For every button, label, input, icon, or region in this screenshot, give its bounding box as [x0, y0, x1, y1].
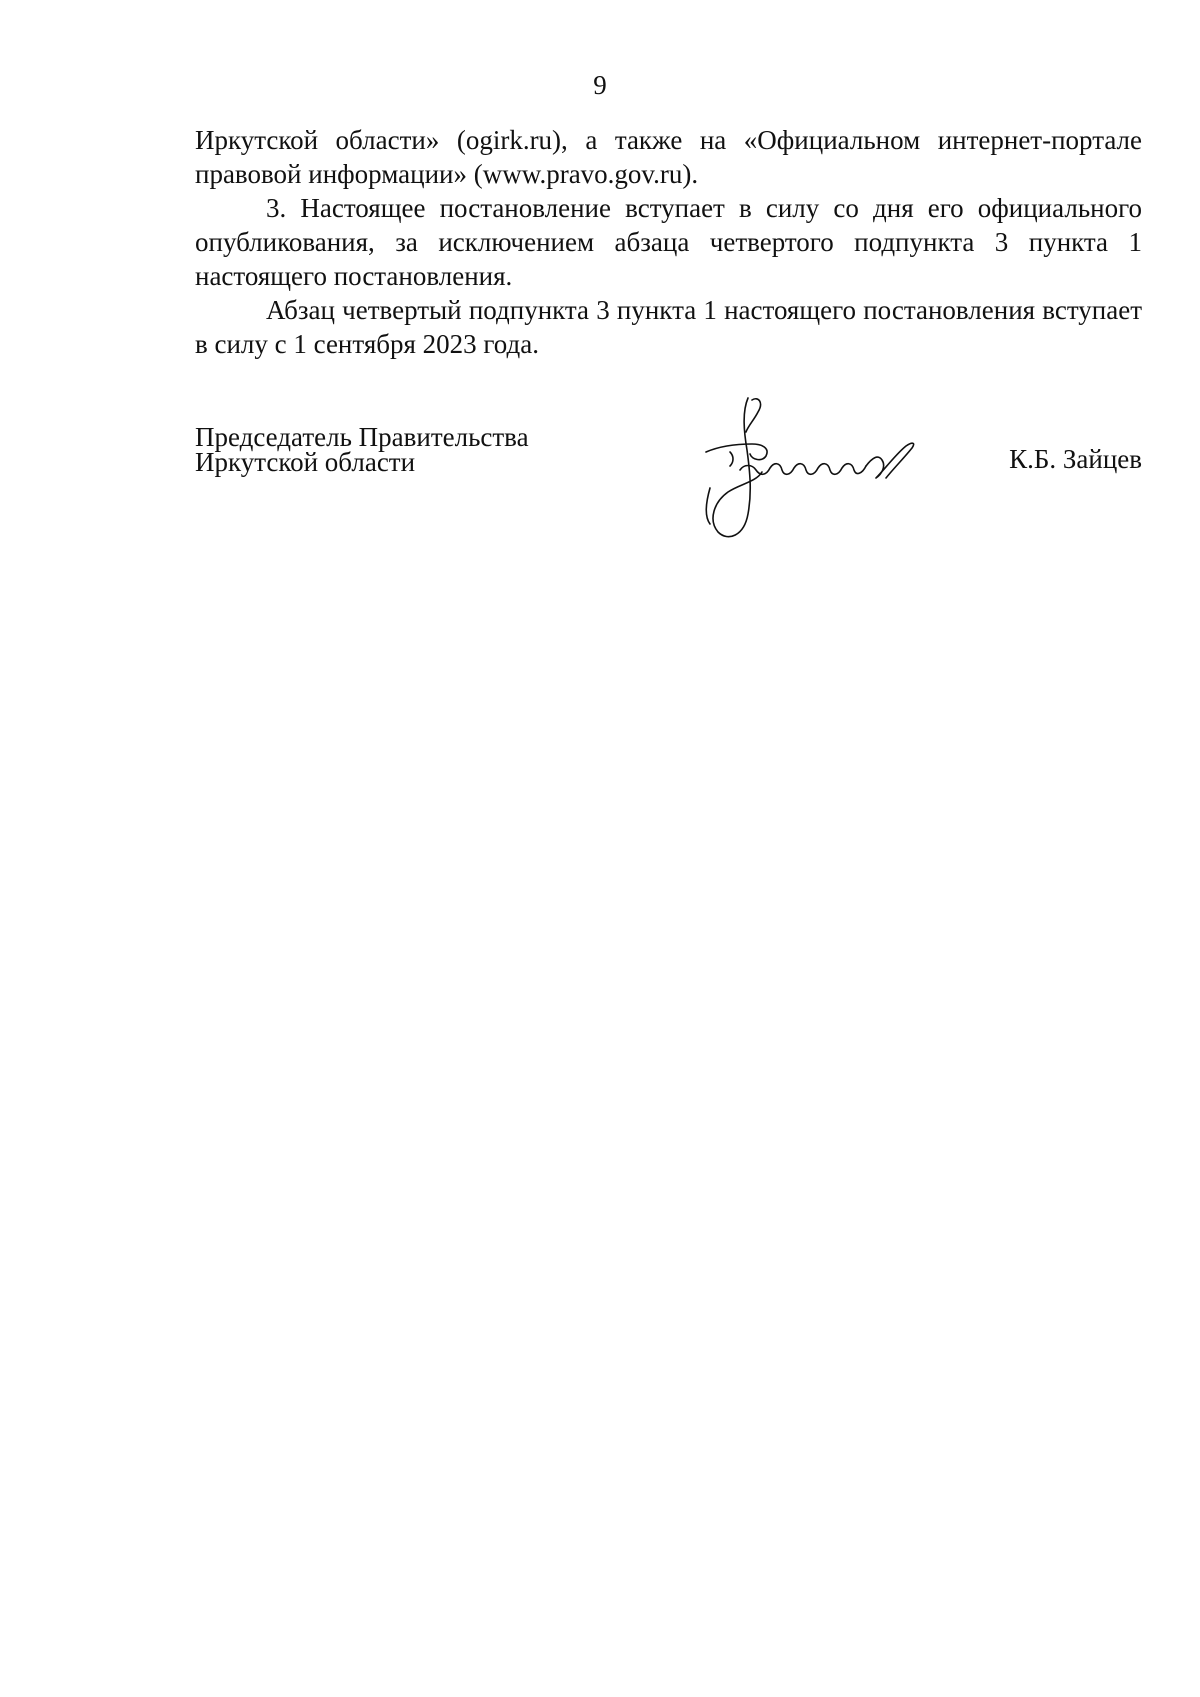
paragraph-item-3: 3. Настоящее постановление вступает в силу со дня его официального опубликования, за исключением абзаца четвертого подпункта 3 пункта 1 настоящего постановления.: [195, 193, 1142, 291]
handwritten-signature: [700, 392, 970, 552]
paragraph-effective-date: Абзац четвертый подпункта 3 пункта 1 настоящего постановления вступает в силу с 1 сентября 2023 года.: [195, 295, 1142, 359]
page-number: 9: [593, 70, 607, 100]
paragraph-continuation: Иркутской области» (ogirk.ru), а также на «Официальном интернет-портале правовой информации» (www.pravo.gov.ru).: [195, 125, 1142, 189]
signer-title: [195, 422, 1142, 477]
signature-block: [195, 422, 1142, 477]
document-body: [195, 123, 1142, 361]
signer-title-line-2: Иркутской области: [195, 447, 416, 477]
signer-name: К.Б. Зайцев: [1009, 444, 1142, 474]
signer-title-line-1: Председатель Правительства: [195, 422, 529, 452]
